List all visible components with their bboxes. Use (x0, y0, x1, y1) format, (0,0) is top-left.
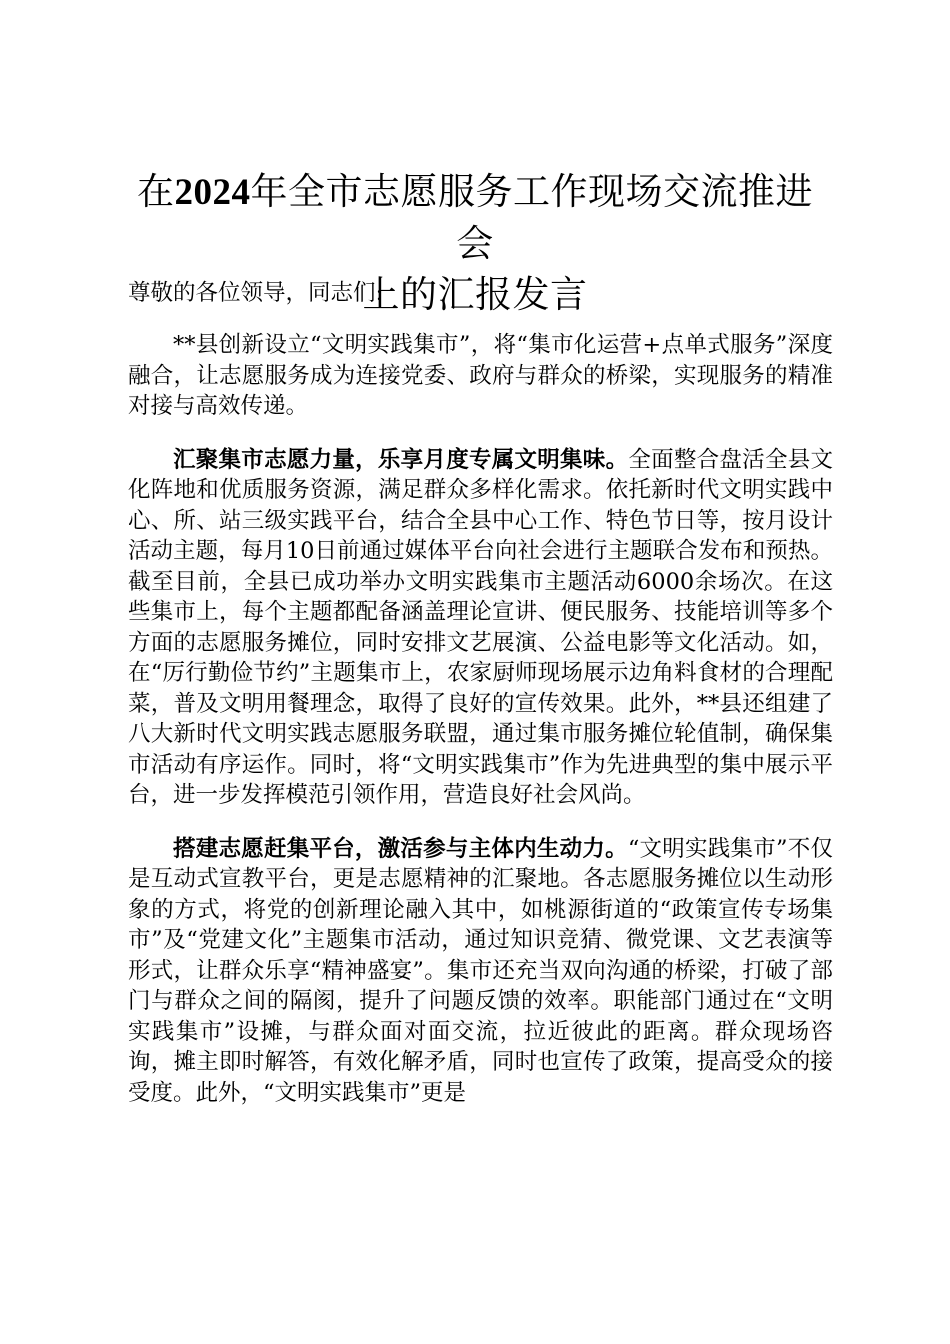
paragraph-volunteer-platform (128, 834, 833, 1109)
paragraph-body-text: 全面整合盘活全县文化阵地和优质服务资源，满足群众多样化需求。依托新时代文明实践中心、所、站三级实践平台，结合全县中心工作、特色节日等，按月设计活动主题，每月10日前通过媒体平台向社会进行主题联合发布和预热。截至目前，全县已成功举办文明实践集市主题活动6000余场次。在这些集市上，每个主题都配备涵盖理论宣讲、便民服务、技能培训等多个方面的志愿服务摊位，同时安排文艺展演、公益电影等文化活动。如，在“厉行勤俭节约”主题集市上，农家厨师现场展示边角料食材的合理配菜，普及文明用餐理念，取得了良好的宣传效果。此外，**县还组建了八大新时代文明实践志愿服务联盟，通过集市服务摊位轮值制，确保集市活动有序运作。同时，将“文明实践集市”作为先进典型的集中展示平台，进一步发挥模范引领作用，营造良好社会风尚。 (128, 446, 833, 808)
title-prefix: 在 (137, 170, 175, 213)
title-line2: 上的汇报发言 (362, 273, 588, 316)
title-line1-rest: 年全市志愿服务工作现场交流推进会 (250, 170, 813, 265)
paragraph-lead-heading: 搭建志愿赶集平台，激活参与主体内生动力。 (173, 835, 628, 862)
title-year: 2024 (174, 172, 251, 213)
paragraph-body-text: “文明实践集市”不仅是互动式宣教平台，更是志愿精神的汇聚地。各志愿服务摊位以生动形象的方式，将党的创新理论融入其中，如桃源街道的“政策宣传专场集市”及“党建文化”主题集市活动，通过知识竞猜、微党课、文艺表演等形式，让群众乐享“精神盛宴”。集市还充当双向沟通的桥梁，打破了部门与群众之间的隔阂，提升了问题反馈的效率。职能部门通过在“文明实践集市”设摊，与群众面对面交流，拉近彼此的距离。群众现场咨询，摊主即时解答，有效化解矛盾，同时也宣传了政策，提高受众的接受度。此外，“文明实践集市”更是 (128, 835, 833, 1106)
paragraph-lead-heading: 汇聚集市志愿力量，乐享月度专属文明集味。 (173, 446, 629, 473)
paragraph-intro-text: **县创新设立“文明实践集市”，将“集市化运营+点单式服务”深度融合，让志愿服务成为连接党委、政府与群众的桥梁，实现服务的精准对接与高效传递。 (128, 332, 833, 419)
paragraph-market-volunteer-power (128, 445, 833, 811)
document-body (128, 278, 833, 1131)
paragraph-intro (128, 330, 833, 422)
salutation: 尊敬的各位领导，同志们: (128, 280, 384, 306)
